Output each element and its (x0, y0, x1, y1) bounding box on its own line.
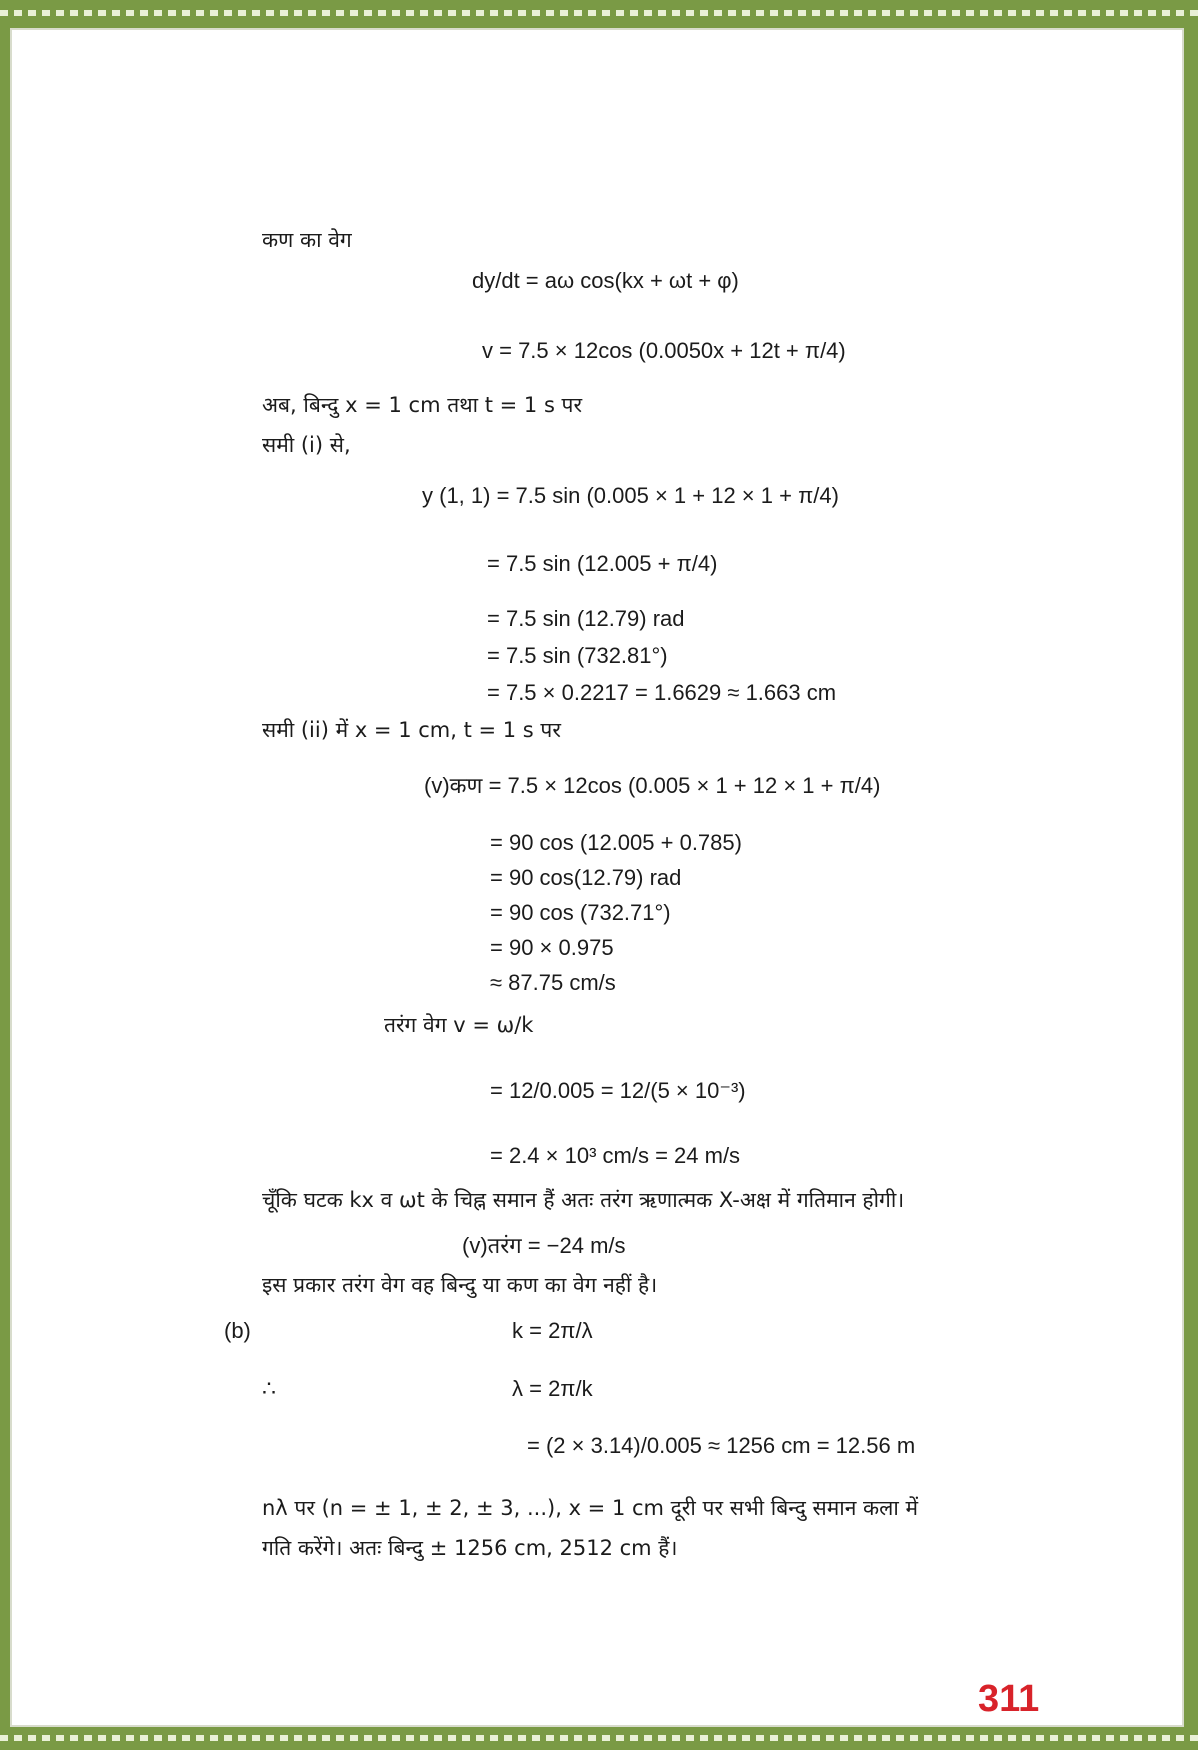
equation-4: = 7.5 sin (12.005 + π/4) (487, 551, 718, 576)
text-line-1: कण का वेग (262, 228, 352, 252)
bottom-dashed-border (0, 1735, 1198, 1741)
equation-18: k = 2π/λ (512, 1318, 593, 1343)
text-line-2: अब, बिन्दु x = 1 cm तथा t = 1 s पर (262, 393, 583, 417)
equation-11: = 90 cos (732.71°) (490, 900, 671, 925)
text-line-5: चूँकि घटक kx व ωt के चिह्न समान हैं अतः तरंग ऋणात्मक X-अक्ष में गतिमान होगी। (262, 1188, 905, 1212)
equation-9: = 90 cos (12.005 + 0.785) (490, 830, 742, 855)
therefore-symbol: ∴ (262, 1376, 276, 1401)
text-line-8: गति करेंगे। अतः बिन्दु ± 1256 cm, 2512 cm हैं। (262, 1536, 678, 1560)
equation-1: dy/dt = aω cos(kx + ωt + φ) (472, 268, 739, 293)
equation-7: = 7.5 × 0.2217 = 1.6629 ≈ 1.663 cm (487, 680, 837, 705)
equation-16: = 2.4 × 10³ cm/s = 24 m/s (490, 1143, 741, 1168)
equation-12: = 90 × 0.975 (490, 935, 614, 960)
equation-14: तरंग वेग v = ω/k (384, 1013, 534, 1037)
text-line-4: समी (ii) में x = 1 cm, t = 1 s पर (262, 718, 561, 742)
equation-17: (v)तरंग = −24 m/s (462, 1233, 626, 1258)
top-dashed-border (0, 10, 1198, 16)
equation-8: (v)कण = 7.5 × 12cos (0.005 × 1 + 12 × 1 + π/4) (424, 773, 881, 798)
equation-20: = (2 × 3.14)/0.005 ≈ 1256 cm = 12.56 m (527, 1433, 916, 1458)
equation-2: v = 7.5 × 12cos (0.0050x + 12t + π/4) (482, 338, 846, 363)
equation-10: = 90 cos(12.79) rad (490, 865, 682, 890)
text-line-3: समी (i) से, (262, 433, 351, 457)
page-number: 311 (978, 1678, 1040, 1720)
page (12, 30, 1182, 1725)
part-b-label: (b) (224, 1318, 251, 1343)
equation-19: λ = 2π/k (512, 1376, 593, 1401)
equation-5: = 7.5 sin (12.79) rad (487, 606, 685, 631)
text-line-7: nλ पर (n = ± 1, ± 2, ± 3, ...), x = 1 cm दूरी पर सभी बिन्दु समान कला में (262, 1496, 919, 1520)
equation-3: y (1, 1) = 7.5 sin (0.005 × 1 + 12 × 1 + π/4) (422, 483, 839, 508)
equation-15: = 12/0.005 = 12/(5 × 10⁻³) (490, 1078, 746, 1103)
equation-6: = 7.5 sin (732.81°) (487, 643, 668, 668)
text-line-6: इस प्रकार तरंग वेग वह बिन्दु या कण का वेग नहीं है। (262, 1273, 658, 1297)
equation-13: ≈ 87.75 cm/s (490, 970, 616, 995)
